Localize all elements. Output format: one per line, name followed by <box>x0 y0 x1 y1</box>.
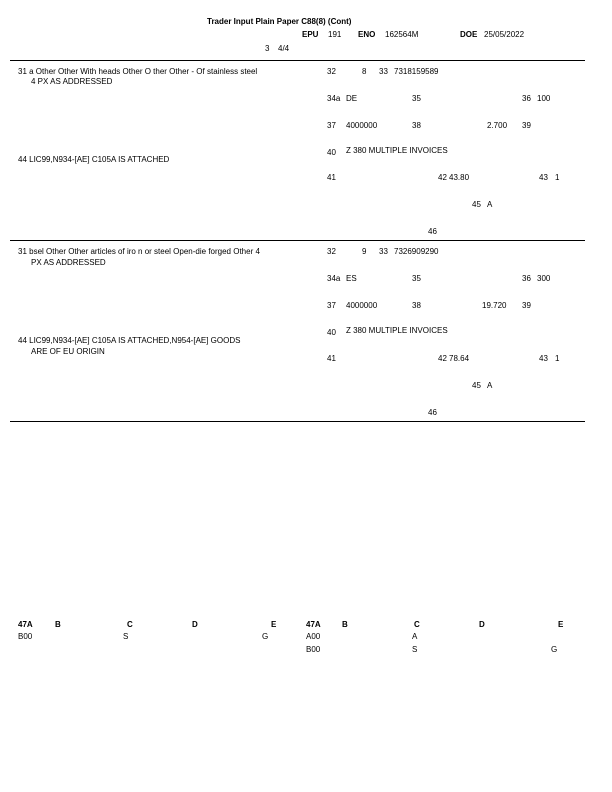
box-46-label: 46 <box>428 227 437 236</box>
box-41-label: 41 <box>327 173 336 182</box>
box-38-label: 38 <box>412 301 421 310</box>
table-cell: A <box>412 632 418 641</box>
table-cell: G <box>551 645 558 654</box>
box-32-value: 9 <box>362 247 367 256</box>
box-38-label: 38 <box>412 121 421 130</box>
box-44-text: 44 LIC99,N934-[AE] C105A IS ATTACHED <box>18 155 170 164</box>
item-description: 31 a Other Other With heads Other O ther Other - Of stainless steel <box>18 67 258 76</box>
box-36-label: 36 <box>522 94 531 103</box>
table-header: D <box>479 620 485 629</box>
box-34a-value: ES <box>346 274 357 283</box>
table-header: B <box>55 620 61 629</box>
box-35-label: 35 <box>412 94 421 103</box>
table-header: D <box>192 620 198 629</box>
box-37-label: 37 <box>327 301 336 310</box>
table-cell: A00 <box>306 632 321 641</box>
box-40-value: Z 380 MULTIPLE INVOICES <box>346 146 448 155</box>
box-37-value: 4000000 <box>346 301 378 310</box>
box-42-value: 43.80 <box>449 173 470 182</box>
box-39-label: 39 <box>522 121 531 130</box>
box-44-text-cont: ARE OF EU ORIGIN <box>31 347 105 356</box>
page-of: 4/4 <box>278 44 290 53</box>
eno-value: 162564M <box>385 30 419 39</box>
box-43-label: 43 <box>539 354 548 363</box>
box-32-label: 32 <box>327 67 336 76</box>
box-42-label: 42 <box>438 354 447 363</box>
box-37-label: 37 <box>327 121 336 130</box>
box-40-value: Z 380 MULTIPLE INVOICES <box>346 326 448 335</box>
box-43-value: 1 <box>555 173 560 182</box>
box-32-value: 8 <box>362 67 367 76</box>
divider <box>10 421 585 422</box>
box-35-label: 35 <box>412 274 421 283</box>
box-40-label: 40 <box>327 148 336 157</box>
box-34a-value: DE <box>346 94 358 103</box>
table-header: C <box>414 620 420 629</box>
box-33-label: 33 <box>379 247 388 256</box>
divider <box>10 240 585 241</box>
box-37-value: 4000000 <box>346 121 378 130</box>
epu-value: 191 <box>328 30 342 39</box>
table-header: 47A <box>18 620 33 629</box>
table-header: E <box>558 620 564 629</box>
item-description: 31 bsel Other Other articles of iro n or steel Open-die forged Other 4 <box>18 247 260 256</box>
box-33-value: 7326909290 <box>394 247 439 256</box>
box-41-label: 41 <box>327 354 336 363</box>
box-43-value: 1 <box>555 354 560 363</box>
box-45-value: A <box>487 200 493 209</box>
box-36-label: 36 <box>522 274 531 283</box>
eno-label: ENO <box>358 30 376 39</box>
box-38-value: 2.700 <box>487 121 508 130</box>
table-cell: B00 <box>18 632 33 641</box>
page-number: 3 <box>265 44 270 53</box>
epu-label: EPU <box>302 30 319 39</box>
box-45-label: 45 <box>472 381 481 390</box>
page-title: Trader Input Plain Paper C88(8) (Cont) <box>207 17 352 26</box>
box-32-label: 32 <box>327 247 336 256</box>
table-cell: S <box>412 645 418 654</box>
box-42-label: 42 <box>438 173 447 182</box>
box-34a-label: 34a <box>327 274 341 283</box>
divider <box>10 60 585 61</box>
doe-value: 25/05/2022 <box>484 30 525 39</box>
box-39-label: 39 <box>522 301 531 310</box>
box-42-value: 78.64 <box>449 354 470 363</box>
doe-label: DOE <box>460 30 478 39</box>
table-cell: B00 <box>306 645 321 654</box>
box-44-text: 44 LIC99,N934-[AE] C105A IS ATTACHED,N954-[AE] GOODS <box>18 336 241 345</box>
box-43-label: 43 <box>539 173 548 182</box>
item-description-cont: PX AS ADDRESSED <box>31 258 106 267</box>
box-36-value: 300 <box>537 274 551 283</box>
box-46-label: 46 <box>428 408 437 417</box>
table-header: E <box>271 620 277 629</box>
table-header: B <box>342 620 348 629</box>
box-38-value: 19.720 <box>482 301 507 310</box>
table-cell: S <box>123 632 129 641</box>
table-header: 47A <box>306 620 321 629</box>
box-34a-label: 34a <box>327 94 341 103</box>
table-cell: G <box>262 632 269 641</box>
box-36-value: 100 <box>537 94 551 103</box>
box-40-label: 40 <box>327 328 336 337</box>
table-header: C <box>127 620 133 629</box>
box-45-value: A <box>487 381 493 390</box>
box-45-label: 45 <box>472 200 481 209</box>
item-description-cont: 4 PX AS ADDRESSED <box>31 77 113 86</box>
box-33-label: 33 <box>379 67 388 76</box>
box-33-value: 7318159589 <box>394 67 439 76</box>
